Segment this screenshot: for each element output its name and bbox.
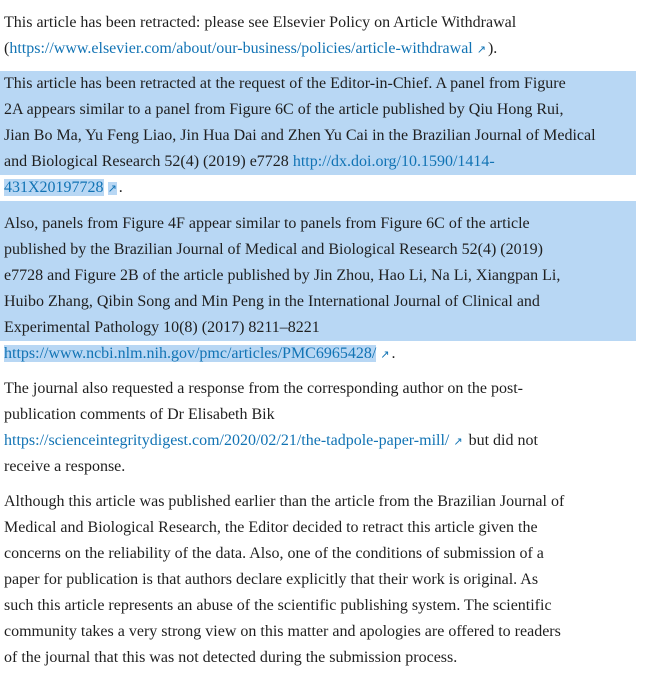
text-line [0,341,660,367]
text-segment: publication comments of Dr Elisabeth Bik [4,406,275,423]
doi-link[interactable]: http://dx.doi.org/10.1590/1414- [292,153,495,170]
text-line [0,567,660,593]
text-segment: of the journal that this was not detected during the submission process. [4,649,458,666]
text-segment: such this article represents an abuse of the scientific publishing system. The scientific [4,597,552,614]
text-segment: paper for publication is that authors declare explicitly that their work is original. As [4,571,539,588]
text-segment: . [391,345,396,362]
text-line [0,36,660,62]
paragraph-journal-response-request [0,376,660,480]
text-line [0,593,660,619]
text-line [0,541,660,567]
paragraph-editor-decision [0,489,660,671]
text-segment: This article has been retracted: please see Elsevier Policy on Article Withdrawal [4,14,517,31]
text-segment: ). [487,40,498,57]
pmc-link[interactable]: https://www.ncbi.nlm.nih.gov/pmc/articles/PMC6965428/ [4,345,377,362]
text-segment: Jian Bo Ma, Yu Feng Liao, Jin Hua Dai and Zhen Yu Cai in the Brazilian Journal of Medical [4,127,596,144]
text-segment: Experimental Pathology 10(8) (2017) 8211–8221 [4,319,320,336]
external-link-icon[interactable]: ↗ [107,182,117,195]
text-segment: Also, panels from Figure 4F appear similar to panels from Figure 6C of the article [4,215,530,232]
elsevier-policy-link[interactable]: https://www.elsevier.com/about/our-business/policies/article-withdrawal [9,40,473,57]
text-line [0,619,660,645]
doi-link[interactable]: 431X20197728 [4,179,104,196]
text-segment: 2A appears similar to a panel from Figure 6C of the article published by Qiu Hong Rui, [4,101,564,118]
paragraph-retraction-reason-figure-2a [0,71,660,201]
paragraph-retraction-notice-intro [0,10,660,62]
text-segment: community takes a very strong view on this matter and apologies are offered to readers [4,623,561,640]
text-line [0,289,636,315]
text-line [0,428,660,454]
text-line [0,402,660,428]
text-line [0,71,636,97]
selection-gap-band [0,201,636,211]
text-line [0,263,636,289]
text-line [0,454,660,480]
text-line [0,10,660,36]
text-line [0,645,660,671]
paragraph-retraction-reason-figure-4f [0,211,660,367]
text-segment: e7728 and Figure 2B of the article published by Jin Zhou, Hao Li, Na Li, Xiangpan Li, [4,267,561,284]
science-integrity-digest-link[interactable]: https://scienceintegritydigest.com/2020/02/21/the-tadpole-paper-mill/ [4,432,450,449]
text-line [0,175,660,201]
text-line [0,237,636,263]
text-segment: This article has been retracted at the request of the Editor-in-Chief. A panel from Figure [4,75,566,92]
text-segment: ( [4,40,10,57]
text-line [0,211,636,237]
text-line [0,315,636,341]
text-line [0,489,660,515]
external-link-icon[interactable]: ↗ [453,435,463,448]
text-segment: . [118,179,123,196]
text-line [0,97,636,123]
external-link-icon[interactable]: ↗ [476,43,486,56]
text-line [0,123,636,149]
text-segment: receive a response. [4,458,126,475]
article-body [0,10,660,671]
text-segment: Although this article was published earlier than the article from the Brazilian Journal of [4,493,565,510]
text-segment: The journal also requested a response from the corresponding author on the post- [4,380,523,397]
text-line [0,149,636,175]
text-line [0,376,660,402]
text-segment: concerns on the reliability of the data. Also, one of the conditions of submission of a [4,545,544,562]
text-line [0,515,660,541]
text-segment: but did not [464,432,538,449]
text-segment: and Biological Research 52(4) (2019) e7728 [4,153,293,170]
text-segment: published by the Brazilian Journal of Medical and Biological Research 52(4) (2019) [4,241,543,258]
external-link-icon[interactable]: ↗ [380,348,390,361]
text-segment: Huibo Zhang, Qibin Song and Min Peng in the International Journal of Clinical and [4,293,540,310]
text-segment: Medical and Biological Research, the Editor decided to retract this article given the [4,519,538,536]
